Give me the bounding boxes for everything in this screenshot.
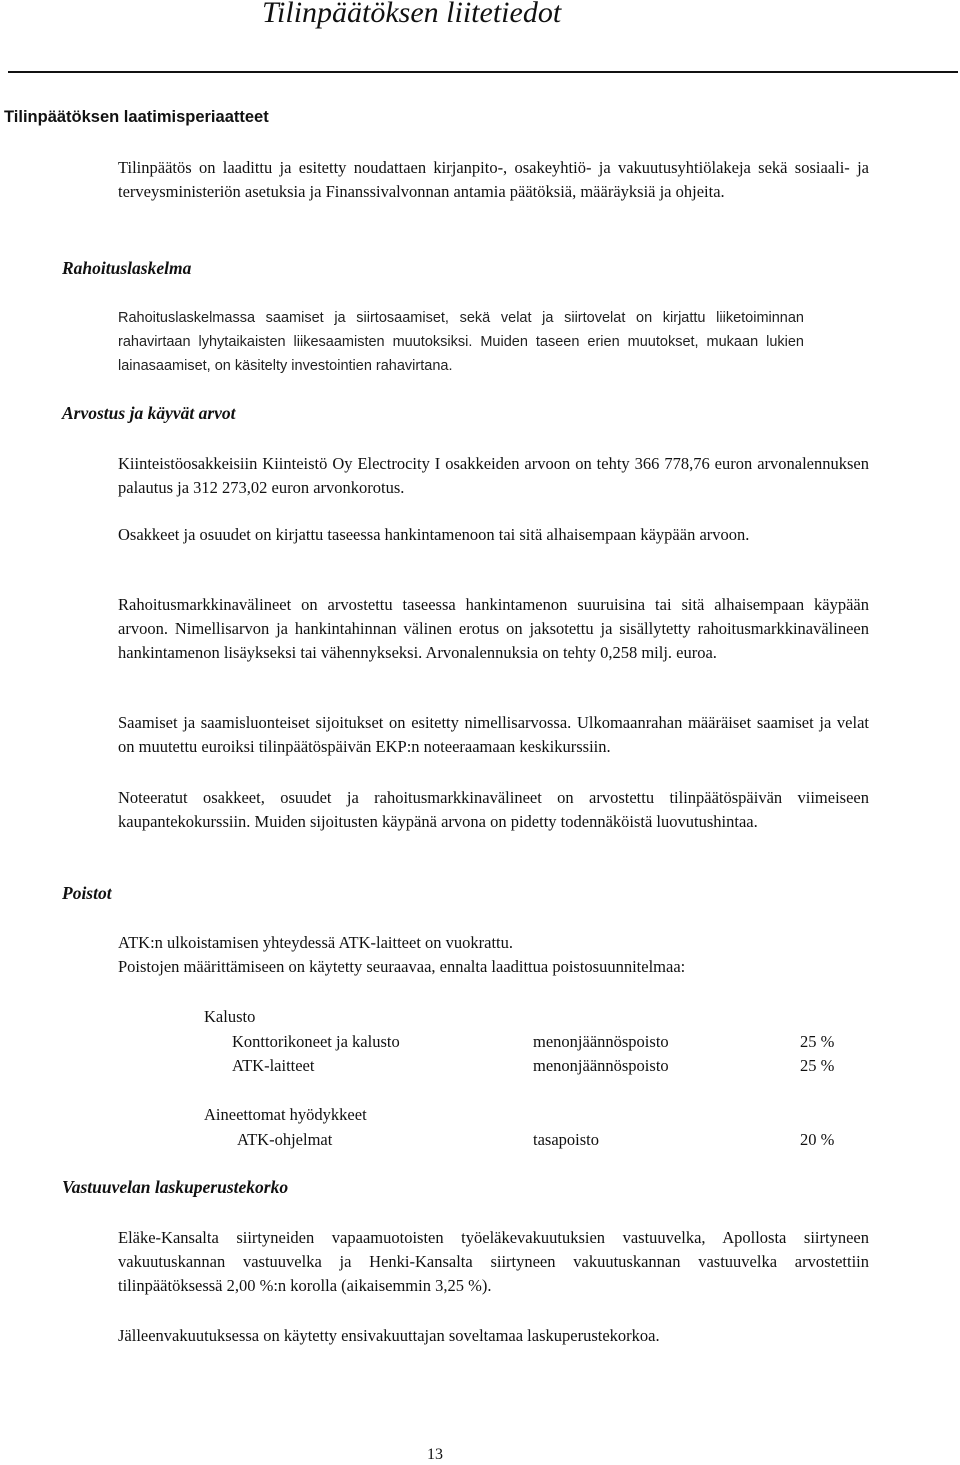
arvostus-paragraph-2: Osakkeet ja osuudet on kirjattu taseessa hankintamenoon tai sitä alhaisempaan käypään arvoon. [118,525,750,544]
kalusto-row-2-rate: 25 % [800,1056,835,1075]
section-heading-vastuuvelka: Vastuuvelan laskuperustekorko [62,1177,289,1197]
poistot-line-1: ATK:n ulkoistamisen yhteydessä ATK-laitteet on vuokrattu. [118,933,514,952]
title-divider [8,71,958,73]
kalusto-row-2-item: ATK-laitteet [232,1056,315,1075]
arvostus-paragraph-3: Rahoitusmarkkinavälineet on arvostettu taseessa hankintamenon suuruisina tai sitä alhaisempaan käypään arvoon. Nimellisarvon ja hankintahinnan välinen erotus on jaksotettu ja sisällytetty rahoitusmarkkinavälineen hankintamenon lisäykseksi tai vähennykseksi. Arvonalennuksia on tehty 0,258 milj. euroa. [118,595,869,662]
kalusto-row-1-item: Konttorikoneet ja kalusto [232,1032,400,1051]
aineettomat-row-1-rate: 20 % [800,1130,835,1149]
aineettomat-group-title: Aineettomat hyödykkeet [204,1105,367,1124]
vastuuvelka-paragraph-2: Jälleenvakuutuksessa on käytetty ensivakuuttajan soveltamaa laskuperustekorkoa. [118,1326,660,1345]
kalusto-row-1-method: menonjäännöspoisto [533,1032,669,1051]
vastuuvelka-paragraph-1: Eläke-Kansalta siirtyneiden vapaamuotoisten työeläkevakuutuksien vastuuvelka, Apollosta siirtyneen vakuutuskannan vastuuvelka ja Henki-Kansalta siirtyneen vakuutuskannan vastuuvelka arvostettiin tilinpäätöksessä 2,00 %:n korolla (aikaisemmin 3,25 %). [118,1228,869,1295]
section-heading-rahoituslaskelma: Rahoituslaskelma [62,258,192,278]
arvostus-paragraph-1: Kiinteistöosakkeisiin Kiinteistö Oy Electrocity I osakkeiden arvoon on tehty 366 778,76 euron arvonalennuksen palautus ja 312 273,02 euron arvonkorotus. [118,454,869,497]
kalusto-row-2-method: menonjäännöspoisto [533,1056,669,1075]
arvostus-paragraph-4: Saamiset ja saamisluonteiset sijoitukset on esitetty nimellisarvossa. Ulkomaanrahan määräiset saamiset ja velat on muutettu euroiksi tilinpäätöspäivän EKP:n noteeraamaan keskikurssiin. [118,713,869,756]
poistot-line-2: Poistojen määrittämiseen on käytetty seuraavaa, ennalta laadittua poistosuunnitelmaa: [118,957,686,976]
aineettomat-row-1-item: ATK-ohjelmat [237,1130,333,1149]
section-heading-poistot: Poistot [62,883,112,903]
arvostus-paragraph-5: Noteeratut osakkeet, osuudet ja rahoitusmarkkinavälineet on arvostettu tilinpäätöspäivän viimeiseen kaupantekokurssiin. Muiden sijoitusten käypänä arvona on pidetty todennäköistä luovutushintaa. [118,788,869,831]
kalusto-row-1-rate: 25 % [800,1032,835,1051]
kalusto-group-title: Kalusto [204,1007,256,1026]
page-number: 13 [427,1446,443,1463]
section-heading-arvostus: Arvostus ja käyvät arvot [62,403,236,423]
section-heading-laatimisperiaatteet: Tilinpäätöksen laatimisperiaatteet [4,108,269,126]
rahoituslaskelma-text: Rahoituslaskelmassa saamiset ja siirtosaamiset, sekä velat ja siirtovelat on kirjattu liiketoiminnan rahavirtaan lyhytaikaisten liikesaamisten muutoksiksi. Muiden taseen erien muutokset, mukaan lukien lainasaamiset, on käsitelty investointien rahavirtana. [118,310,804,374]
page-title: Tilinpäätöksen liitetiedot [262,0,562,29]
aineettomat-row-1-method: tasapoisto [533,1130,599,1149]
laatimisperiaatteet-text: Tilinpäätös on laadittu ja esitetty noudattaen kirjanpito-, osakeyhtiö- ja vakuutusyhtiölakeja sekä sosiaali- ja terveysministeriön asetuksia ja Finanssivalvonnan antamia päätöksiä, määräyksiä ja ohjeita. [118,158,869,201]
